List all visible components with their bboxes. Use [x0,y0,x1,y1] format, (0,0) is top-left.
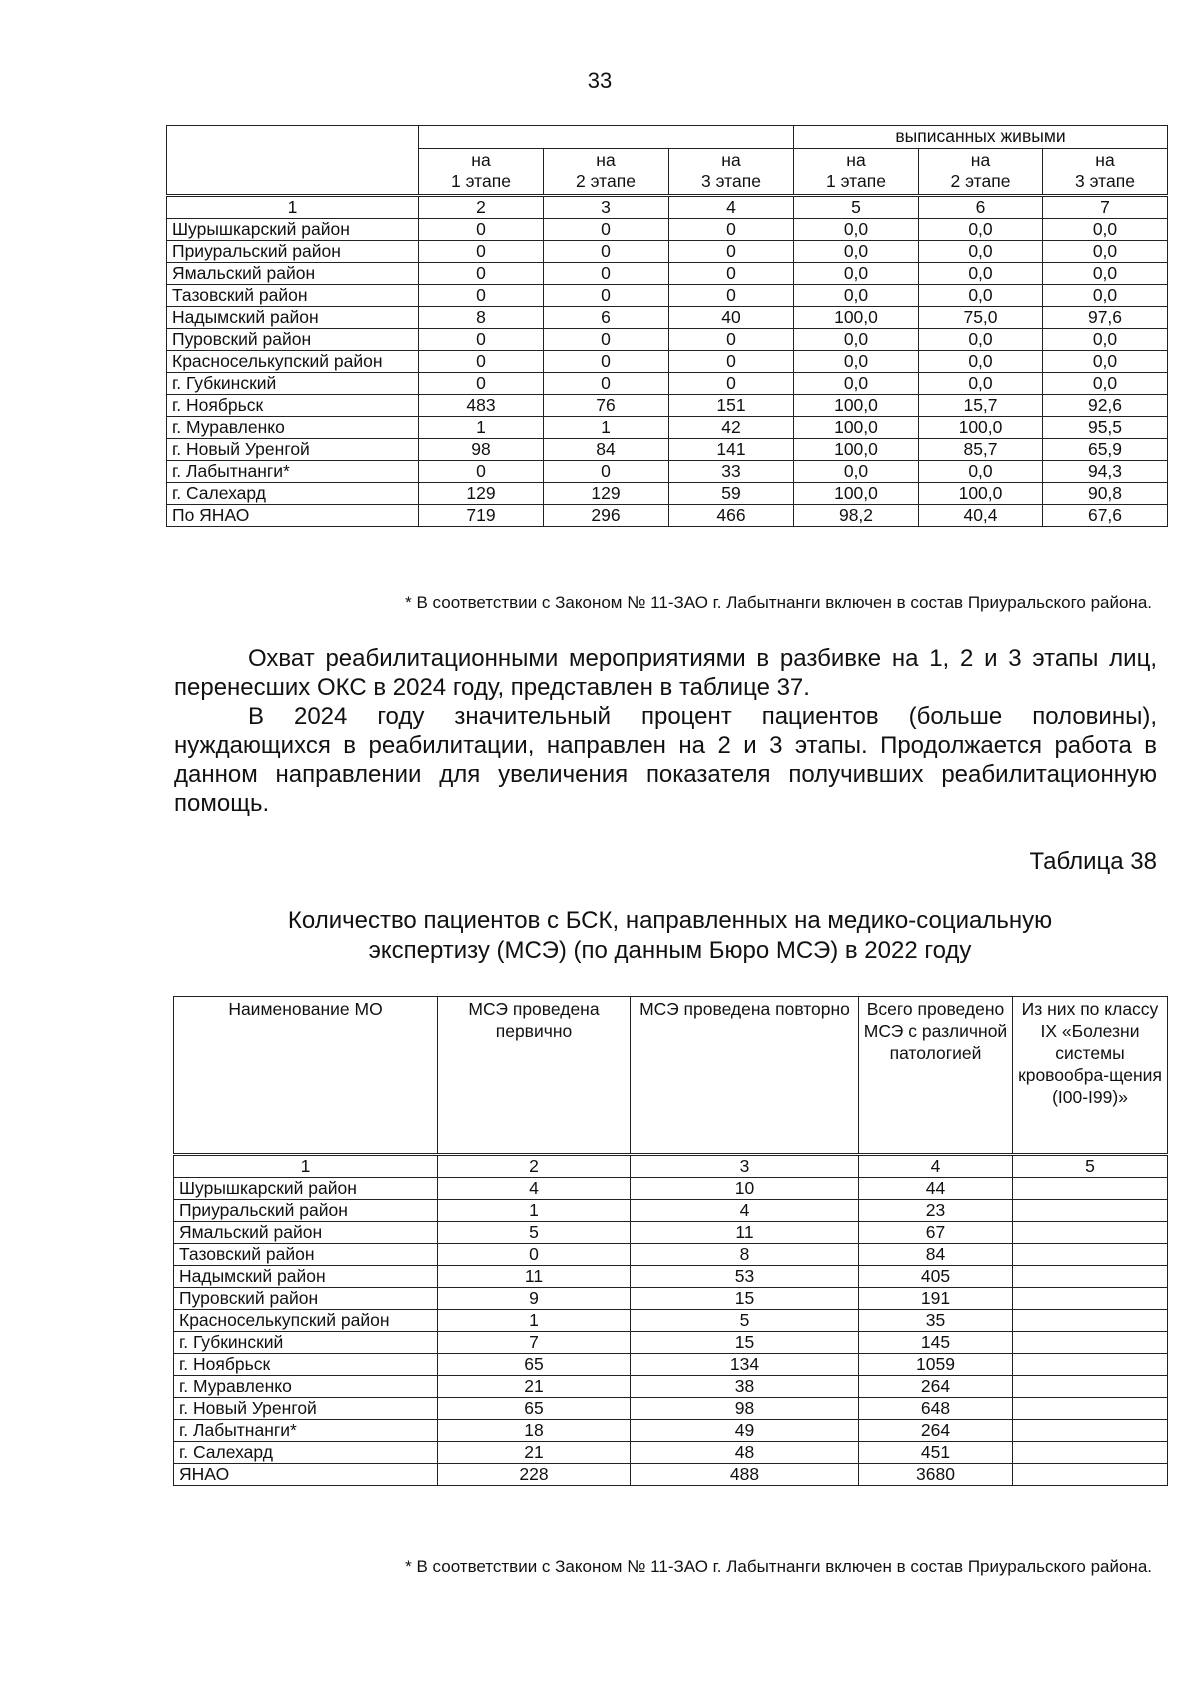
value-cell: 67 [859,1222,1013,1244]
table-row [174,1354,1168,1376]
value-cell [1013,1244,1168,1266]
column-number-cell: 3 [544,196,669,219]
value-cell: 0,0 [1043,285,1168,307]
region-name-cell: Тазовский район [167,285,419,307]
value-cell: 5 [631,1310,859,1332]
value-cell: 191 [859,1288,1013,1310]
value-cell: 84 [859,1244,1013,1266]
region-name-cell: г. Салехард [167,483,419,505]
table-row [174,1266,1168,1288]
region-name-cell: ЯНАО [174,1464,438,1486]
table-row [167,373,1168,395]
region-name-cell: г. Муравленко [167,417,419,439]
region-name-cell: Приуральский район [174,1200,438,1222]
table-title [150,906,1190,966]
value-cell: 0,0 [794,263,919,285]
region-name-cell: Надымский район [167,307,419,329]
value-cell: 0 [669,329,794,351]
table-header-cell [167,126,419,149]
table-row [174,1244,1168,1266]
value-cell: 6 [544,307,669,329]
value-cell: 296 [544,505,669,527]
value-cell: 0,0 [919,373,1043,395]
value-cell: 23 [859,1200,1013,1222]
stage-header-line: 1 этапе [826,171,886,191]
column-number-cell: 5 [1013,1155,1168,1178]
value-cell: 100,0 [794,307,919,329]
value-cell: 0,0 [1043,373,1168,395]
value-cell: 97,6 [1043,307,1168,329]
value-cell: 0,0 [1043,263,1168,285]
value-cell: 228 [438,1464,631,1486]
value-cell: 67,6 [1043,505,1168,527]
table-row [174,1420,1168,1442]
value-cell: 134 [631,1354,859,1376]
value-cell: 0,0 [919,285,1043,307]
table-header-cell [167,149,419,196]
region-name-cell: г. Лабытнанги* [167,461,419,483]
table-title-line: Количество пациентов с БСК, направленных на медико-социальную [287,907,1053,934]
value-cell: 9 [438,1288,631,1310]
value-cell: 8 [631,1244,859,1266]
region-name-cell: Шурышкарский район [167,219,419,241]
region-name-cell: г. Лабытнанги* [174,1420,438,1442]
value-cell: 0 [419,285,544,307]
value-cell: 100,0 [794,395,919,417]
value-cell: 0 [544,461,669,483]
value-cell: 100,0 [919,417,1043,439]
value-cell [1013,1464,1168,1486]
region-name-cell: г. Новый Уренгой [167,439,419,461]
value-cell: 0 [419,461,544,483]
value-cell: 65 [438,1354,631,1376]
table-row [167,417,1168,439]
table-row [174,1464,1168,1486]
stage-header [419,149,544,196]
stage-header-line: на [846,150,866,170]
value-cell: 15 [631,1332,859,1354]
value-cell: 719 [419,505,544,527]
region-name-cell: Тазовский район [174,1244,438,1266]
value-cell: 65,9 [1043,439,1168,461]
table-row [174,1332,1168,1354]
stage-header [794,149,919,196]
value-cell [1013,1178,1168,1200]
table-row [167,285,1168,307]
region-name-cell: г. Губкинский [174,1332,438,1354]
value-cell: 129 [419,483,544,505]
stage-header-line: на [970,150,991,170]
value-cell: 42 [669,417,794,439]
column-number-row [167,196,1168,219]
value-cell: 0,0 [1043,241,1168,263]
mse-table [173,996,1168,1486]
value-cell [1013,1310,1168,1332]
table-row [174,1310,1168,1332]
discharged-alive-header: выписанных живыми [794,126,1168,149]
stage-header-line: 2 этапе [576,171,636,191]
value-cell: 0,0 [1043,219,1168,241]
stage-header-line: 3 этапе [1075,171,1135,191]
value-cell: 129 [544,483,669,505]
value-cell: 0,0 [919,329,1043,351]
region-name-cell: Приуральский район [167,241,419,263]
value-cell: 151 [669,395,794,417]
value-cell: 0,0 [919,263,1043,285]
value-cell: 59 [669,483,794,505]
value-cell: 4 [438,1178,631,1200]
page-number: 33 [587,68,613,93]
stage-header-line: на [721,150,741,170]
value-cell: 0,0 [1043,329,1168,351]
value-cell: 0,0 [919,351,1043,373]
table-row [167,307,1168,329]
value-cell: 466 [669,505,794,527]
table-row [174,1442,1168,1464]
value-cell: 1059 [859,1354,1013,1376]
value-cell: 11 [631,1222,859,1244]
stage-header-line: на [596,150,616,170]
stage-header [669,149,794,196]
region-name-cell: г. Губкинский [167,373,419,395]
value-cell: 76 [544,395,669,417]
value-cell: 264 [859,1376,1013,1398]
region-name-cell: Шурышкарский район [174,1178,438,1200]
value-cell: 53 [631,1266,859,1288]
value-cell: 3680 [859,1464,1013,1486]
value-cell: 145 [859,1332,1013,1354]
table-header-cell: Всего проведено МСЭ с различной патологией [859,997,1013,1155]
value-cell: 1 [419,417,544,439]
value-cell: 18 [438,1420,631,1442]
table-row [167,241,1168,263]
value-cell: 0,0 [794,285,919,307]
value-cell: 483 [419,395,544,417]
table-label: Таблица 38 [1029,848,1157,875]
value-cell: 7 [438,1332,631,1354]
value-cell: 44 [859,1178,1013,1200]
region-name-cell: г. Салехард [174,1442,438,1464]
column-number-cell: 3 [631,1155,859,1178]
table-header-cell: МСЭ проведена первично [438,997,631,1155]
table-header-cell: МСЭ проведена повторно [631,997,859,1155]
value-cell: 0,0 [794,241,919,263]
table-title-line: экспертизу (МСЭ) (по данным Бюро МСЭ) в 2022 году [368,937,972,964]
table-row [167,439,1168,461]
value-cell: 15 [631,1288,859,1310]
value-cell: 98,2 [794,505,919,527]
value-cell: 0,0 [919,219,1043,241]
column-number-cell: 4 [859,1155,1013,1178]
region-name-cell: Пуровский район [167,329,419,351]
value-cell: 0 [544,373,669,395]
value-cell: 0 [419,329,544,351]
value-cell: 100,0 [919,483,1043,505]
value-cell: 75,0 [919,307,1043,329]
value-cell [1013,1266,1168,1288]
value-cell: 1 [544,417,669,439]
value-cell: 38 [631,1376,859,1398]
stage-header-line: на [471,150,491,170]
value-cell: 405 [859,1266,1013,1288]
value-cell: 21 [438,1442,631,1464]
value-cell: 21 [438,1376,631,1398]
paragraph: Охват реабилитационными мероприятиями в разбивке на 1, 2 и 3 этапы лиц, перенесших ОКС в 2024 году, представлен в таблице 37. [174,645,1157,701]
value-cell [1013,1288,1168,1310]
table-row [174,1222,1168,1244]
value-cell: 1 [438,1200,631,1222]
value-cell: 0,0 [919,461,1043,483]
value-cell [1013,1376,1168,1398]
value-cell: 1 [438,1310,631,1332]
value-cell: 0 [419,263,544,285]
region-name-cell: г. Ноябрьск [174,1354,438,1376]
value-cell [1013,1222,1168,1244]
value-cell [1013,1354,1168,1376]
value-cell: 0 [669,241,794,263]
value-cell: 0 [419,373,544,395]
value-cell: 35 [859,1310,1013,1332]
value-cell: 0 [669,219,794,241]
value-cell: 49 [631,1420,859,1442]
value-cell: 0 [669,263,794,285]
value-cell: 0 [544,219,669,241]
footnote: * В соответствии с Законом № 11-ЗАО г. Лабытнанги включен в состав Приуральского района. [405,593,1152,612]
value-cell: 40,4 [919,505,1043,527]
stage-header-line: 1 этапе [451,171,511,191]
value-cell: 141 [669,439,794,461]
table-row [167,351,1168,373]
value-cell: 0 [438,1244,631,1266]
value-cell: 5 [438,1222,631,1244]
value-cell: 40 [669,307,794,329]
value-cell: 10 [631,1178,859,1200]
stage-header [544,149,669,196]
value-cell: 0,0 [794,329,919,351]
stage-header [1043,149,1168,196]
region-name-cell: Ямальский район [167,263,419,285]
column-number-cell: 4 [669,196,794,219]
table-row [167,219,1168,241]
column-number-cell: 2 [438,1155,631,1178]
region-name-cell: Красноселькупский район [167,351,419,373]
value-cell: 33 [669,461,794,483]
column-number-cell: 1 [174,1155,438,1178]
value-cell: 8 [419,307,544,329]
table-header-cell [419,126,794,149]
table-row [174,1398,1168,1420]
stage-header-line: 2 этапе [950,171,1011,191]
table-row [167,395,1168,417]
value-cell: 0 [544,241,669,263]
table-row [174,1376,1168,1398]
value-cell: 0 [669,285,794,307]
region-name-cell: Пуровский район [174,1288,438,1310]
value-cell: 15,7 [919,395,1043,417]
value-cell: 4 [631,1200,859,1222]
region-name-cell: Красноселькупский район [174,1310,438,1332]
value-cell: 65 [438,1398,631,1420]
value-cell: 100,0 [794,417,919,439]
value-cell: 0,0 [794,219,919,241]
value-cell: 451 [859,1442,1013,1464]
value-cell: 90,8 [1043,483,1168,505]
value-cell: 92,6 [1043,395,1168,417]
footnote: * В соответствии с Законом № 11-ЗАО г. Лабытнанги включен в состав Приуральского района. [405,1557,1152,1576]
value-cell: 48 [631,1442,859,1464]
value-cell: 648 [859,1398,1013,1420]
value-cell: 100,0 [794,439,919,461]
value-cell: 85,7 [919,439,1043,461]
column-number-cell: 2 [419,196,544,219]
value-cell [1013,1332,1168,1354]
value-cell: 94,3 [1043,461,1168,483]
table-row [167,329,1168,351]
value-cell: 0,0 [794,373,919,395]
value-cell: 0 [669,351,794,373]
value-cell: 11 [438,1266,631,1288]
value-cell: 0 [544,263,669,285]
region-name-cell: По ЯНАО [167,505,419,527]
value-cell: 264 [859,1420,1013,1442]
value-cell: 98 [419,439,544,461]
value-cell: 100,0 [794,483,919,505]
table-row [167,483,1168,505]
column-number-cell: 1 [167,196,419,219]
table-row [167,505,1168,527]
value-cell [1013,1398,1168,1420]
value-cell: 0 [544,285,669,307]
value-cell: 0,0 [794,351,919,373]
region-name-cell: г. Муравленко [174,1376,438,1398]
region-name-cell: Ямальский район [174,1222,438,1244]
value-cell: 0 [544,329,669,351]
value-cell [1013,1442,1168,1464]
table-row [174,1178,1168,1200]
value-cell [1013,1200,1168,1222]
table-header-cell: Из них по классу IX «Болезни системы кровообра-щения (I00-I99)» [1013,997,1168,1155]
value-cell: 0 [419,351,544,373]
table-row [167,461,1168,483]
value-cell: 0,0 [1043,351,1168,373]
region-name-cell: г. Новый Уренгой [174,1398,438,1420]
value-cell: 0 [419,241,544,263]
stage-header-line: на [1095,150,1115,170]
value-cell: 0,0 [794,461,919,483]
value-cell: 95,5 [1043,417,1168,439]
value-cell [1013,1420,1168,1442]
column-number-cell: 6 [919,196,1043,219]
column-number-row [174,1155,1168,1178]
value-cell: 488 [631,1464,859,1486]
paragraph: В 2024 году значительный процент пациентов (больше половины), нуждающихся в реабилитации, направлен на 2 и 3 этапы. Продолжается работа в данном направлении для увеличения показателя получивших реабилитационную помощь. [174,703,1157,817]
column-number-cell: 5 [794,196,919,219]
region-name-cell: Надымский район [174,1266,438,1288]
value-cell: 0 [669,373,794,395]
column-number-cell: 7 [1043,196,1168,219]
rehab-stages-table [166,125,1168,527]
body-text [174,644,1157,818]
value-cell: 0,0 [919,241,1043,263]
value-cell: 84 [544,439,669,461]
table-row [167,263,1168,285]
table-header-cell: Наименование МО [174,997,438,1155]
value-cell: 0 [544,351,669,373]
stage-header [919,149,1043,196]
value-cell: 98 [631,1398,859,1420]
region-name-cell: г. Ноябрьск [167,395,419,417]
table-row [174,1288,1168,1310]
stage-header-line: 3 этапе [701,171,761,191]
table-row [174,1200,1168,1222]
value-cell: 0 [419,219,544,241]
